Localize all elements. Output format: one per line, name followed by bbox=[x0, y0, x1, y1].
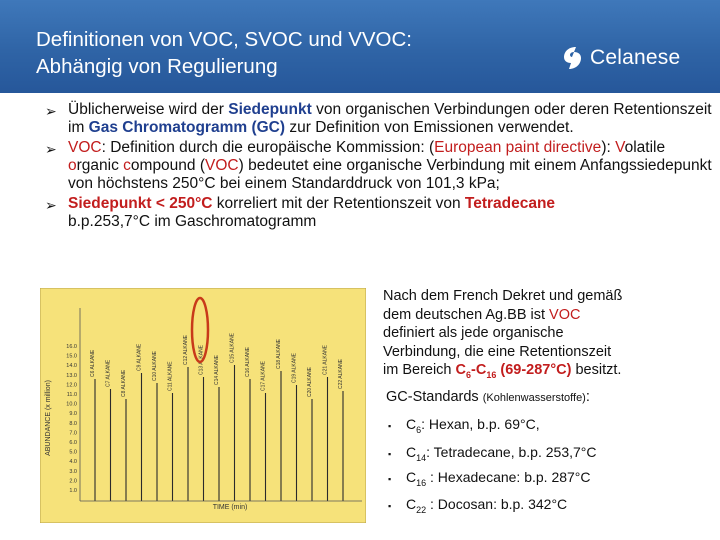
chart-peak-label: C11 ALKANE bbox=[167, 361, 174, 391]
gc-standard-item: ▪ $C_{14}$: Tetradecane, b.p. 253,7°C bbox=[388, 444, 597, 463]
chart-ytick-label: 6.0 bbox=[69, 440, 77, 446]
chart-peak-label: C8 ALKANE bbox=[121, 369, 127, 397]
slide-title bbox=[36, 26, 412, 80]
chart-peak-label: C14 ALKANE bbox=[214, 354, 220, 385]
bullet-list bbox=[45, 101, 717, 233]
b2-text-c: ) bedeutet eine organische Verbindung mit einem Anfangssiedepunkt von höchstens 250°C bei einem Standarddruck von 101,3 kPa; bbox=[68, 157, 712, 192]
right-line-2 bbox=[383, 306, 713, 325]
right-line-5-text: im Bereich bbox=[383, 362, 456, 378]
right-tail: besitzt. bbox=[571, 362, 622, 378]
chart-peak-label: C22 ALKANE bbox=[338, 358, 344, 389]
gc-standard-item: ▪ $C_6$: Hexan, b.p. 69°C, bbox=[388, 416, 540, 435]
right-range: $C_6-C_{16}$ (69-287°C) bbox=[455, 362, 572, 380]
chart-ytick-label: 3.0 bbox=[69, 468, 77, 475]
right-line-2-text: dem deutschen Ag.BB ist bbox=[383, 306, 550, 323]
b1-siedepunkt: Siedepunkt bbox=[228, 101, 312, 118]
arrow-icon: ➢ bbox=[45, 197, 57, 213]
celanese-logo bbox=[560, 43, 680, 73]
b2-ompound: ompound ( bbox=[130, 157, 206, 174]
b1-text-c: zur Definition von Emissionen verwendet. bbox=[285, 119, 574, 136]
b2-v: V bbox=[615, 139, 625, 156]
bullet-item-2 bbox=[45, 139, 717, 193]
right-voc: VOC bbox=[549, 306, 581, 323]
chart-ytick-label: 4.0 bbox=[69, 459, 77, 466]
chart-peak-label: C20 ALKANE bbox=[307, 366, 313, 397]
chart-peak-label: C19 ALKANE bbox=[291, 352, 298, 383]
chart-peak-label: C17 ALKANE bbox=[260, 360, 267, 391]
chart-ytick-label: 12.0 bbox=[66, 382, 77, 389]
chart-ytick-label: 10.0 bbox=[66, 401, 77, 408]
b2-voc: VOC bbox=[68, 139, 102, 156]
chart-ytick-label: 1.0 bbox=[69, 488, 77, 494]
right-line-3: definiert als jede organische bbox=[383, 325, 564, 341]
chart-xlabel: TIME (min) bbox=[212, 504, 248, 511]
header-bar bbox=[0, 0, 720, 93]
b2-c: c bbox=[123, 157, 131, 174]
b2-olatile: olatile bbox=[624, 139, 666, 156]
gc-standard-item: ▪ $C_{16}$ : Hexadecane: b.p. 287°C bbox=[388, 469, 591, 488]
b3-siedepunkt: Siedepunkt < 250°C bbox=[68, 195, 213, 212]
chart-ytick-label: 15.0 bbox=[66, 353, 77, 360]
b1-gc: Gas Chromatogramm (GC) bbox=[88, 119, 286, 136]
chart-ytick-label: 8.0 bbox=[69, 420, 77, 427]
gc-standard-item: ▪ $C_{22}$ : Docosan: b.p. 342°C bbox=[388, 496, 568, 515]
chart-ytick-label: 14.0 bbox=[66, 363, 77, 370]
chart-ylabel: ABUNDANCE (x million) bbox=[45, 380, 52, 456]
b2-text-a: : Definition durch die europäische Kommission: ( bbox=[101, 139, 435, 156]
chart-ytick-label: 11.0 bbox=[66, 392, 77, 398]
right-line-1: Nach dem French Dekret und gemäß bbox=[383, 288, 623, 304]
b3-tetradecane: Tetradecane bbox=[464, 195, 556, 212]
chart-peak-label: C12 ALKANE bbox=[183, 334, 189, 365]
right-line-4: Verbindung, die eine Retentionszeit bbox=[383, 343, 612, 360]
b2-voc2: VOC bbox=[205, 157, 239, 174]
bullet-item-1 bbox=[45, 101, 717, 137]
chart-peak-label: C7 ALKANE bbox=[105, 359, 112, 387]
chart-ytick-label: 16.0 bbox=[66, 344, 77, 350]
chart-peak-label: C16 ALKANE bbox=[245, 346, 251, 377]
chart-ytick-label: 2.0 bbox=[69, 478, 77, 485]
logo-text: Celanese bbox=[590, 46, 681, 69]
chart-ytick-label: 9.0 bbox=[69, 411, 77, 418]
right-line-5 bbox=[383, 361, 713, 384]
b1-text-a: Üblicherweise wird der bbox=[68, 101, 229, 118]
chart-ytick-label: 5.0 bbox=[69, 449, 77, 456]
arrow-icon: ➢ bbox=[45, 141, 57, 157]
b3-text-a: korreliert mit der Retentionszeit von bbox=[212, 195, 465, 212]
chart-peak-label: C9 ALKANE bbox=[136, 343, 143, 371]
b2-rganic: rganic bbox=[76, 157, 124, 174]
chart-peak-label: C15 ALKANE bbox=[229, 332, 236, 363]
chart-peak-label: C10 ALKANE bbox=[152, 350, 158, 381]
arrow-icon: ➢ bbox=[45, 103, 57, 119]
b2-text-b: ): bbox=[601, 139, 611, 156]
celanese-logo-icon bbox=[560, 44, 584, 72]
chart-peak-label: C21 ALKANE bbox=[322, 344, 329, 375]
b2-directive: European paint directive bbox=[434, 139, 602, 156]
title-line-2: Abhängig von Regulierung bbox=[36, 55, 278, 78]
bullet-item-3 bbox=[45, 195, 717, 231]
b3-line2: b.p.253,7°C im Gaschromatogramm bbox=[68, 213, 317, 230]
right-description bbox=[383, 287, 713, 384]
b2-o: o bbox=[68, 157, 77, 174]
chart-peak-label: C13 ALKANE bbox=[198, 344, 205, 375]
gc-chromatogram-chart bbox=[40, 288, 366, 523]
chart-peak-label: C18 ALKANE bbox=[276, 338, 282, 369]
chart-peak-label: C6 ALKANE bbox=[90, 349, 96, 377]
b1-text-b: von organischen Verbindungen oder deren Retentionszeit im bbox=[68, 101, 712, 136]
gc-standards-heading: GC-Standards (Kohlenwasserstoffe): bbox=[386, 389, 590, 405]
chart-ytick-label: 7.0 bbox=[69, 430, 77, 437]
title-line-1: Definitionen von VOC, SVOC und VVOC: bbox=[36, 28, 413, 51]
chart-ytick-label: 13.0 bbox=[66, 372, 77, 379]
